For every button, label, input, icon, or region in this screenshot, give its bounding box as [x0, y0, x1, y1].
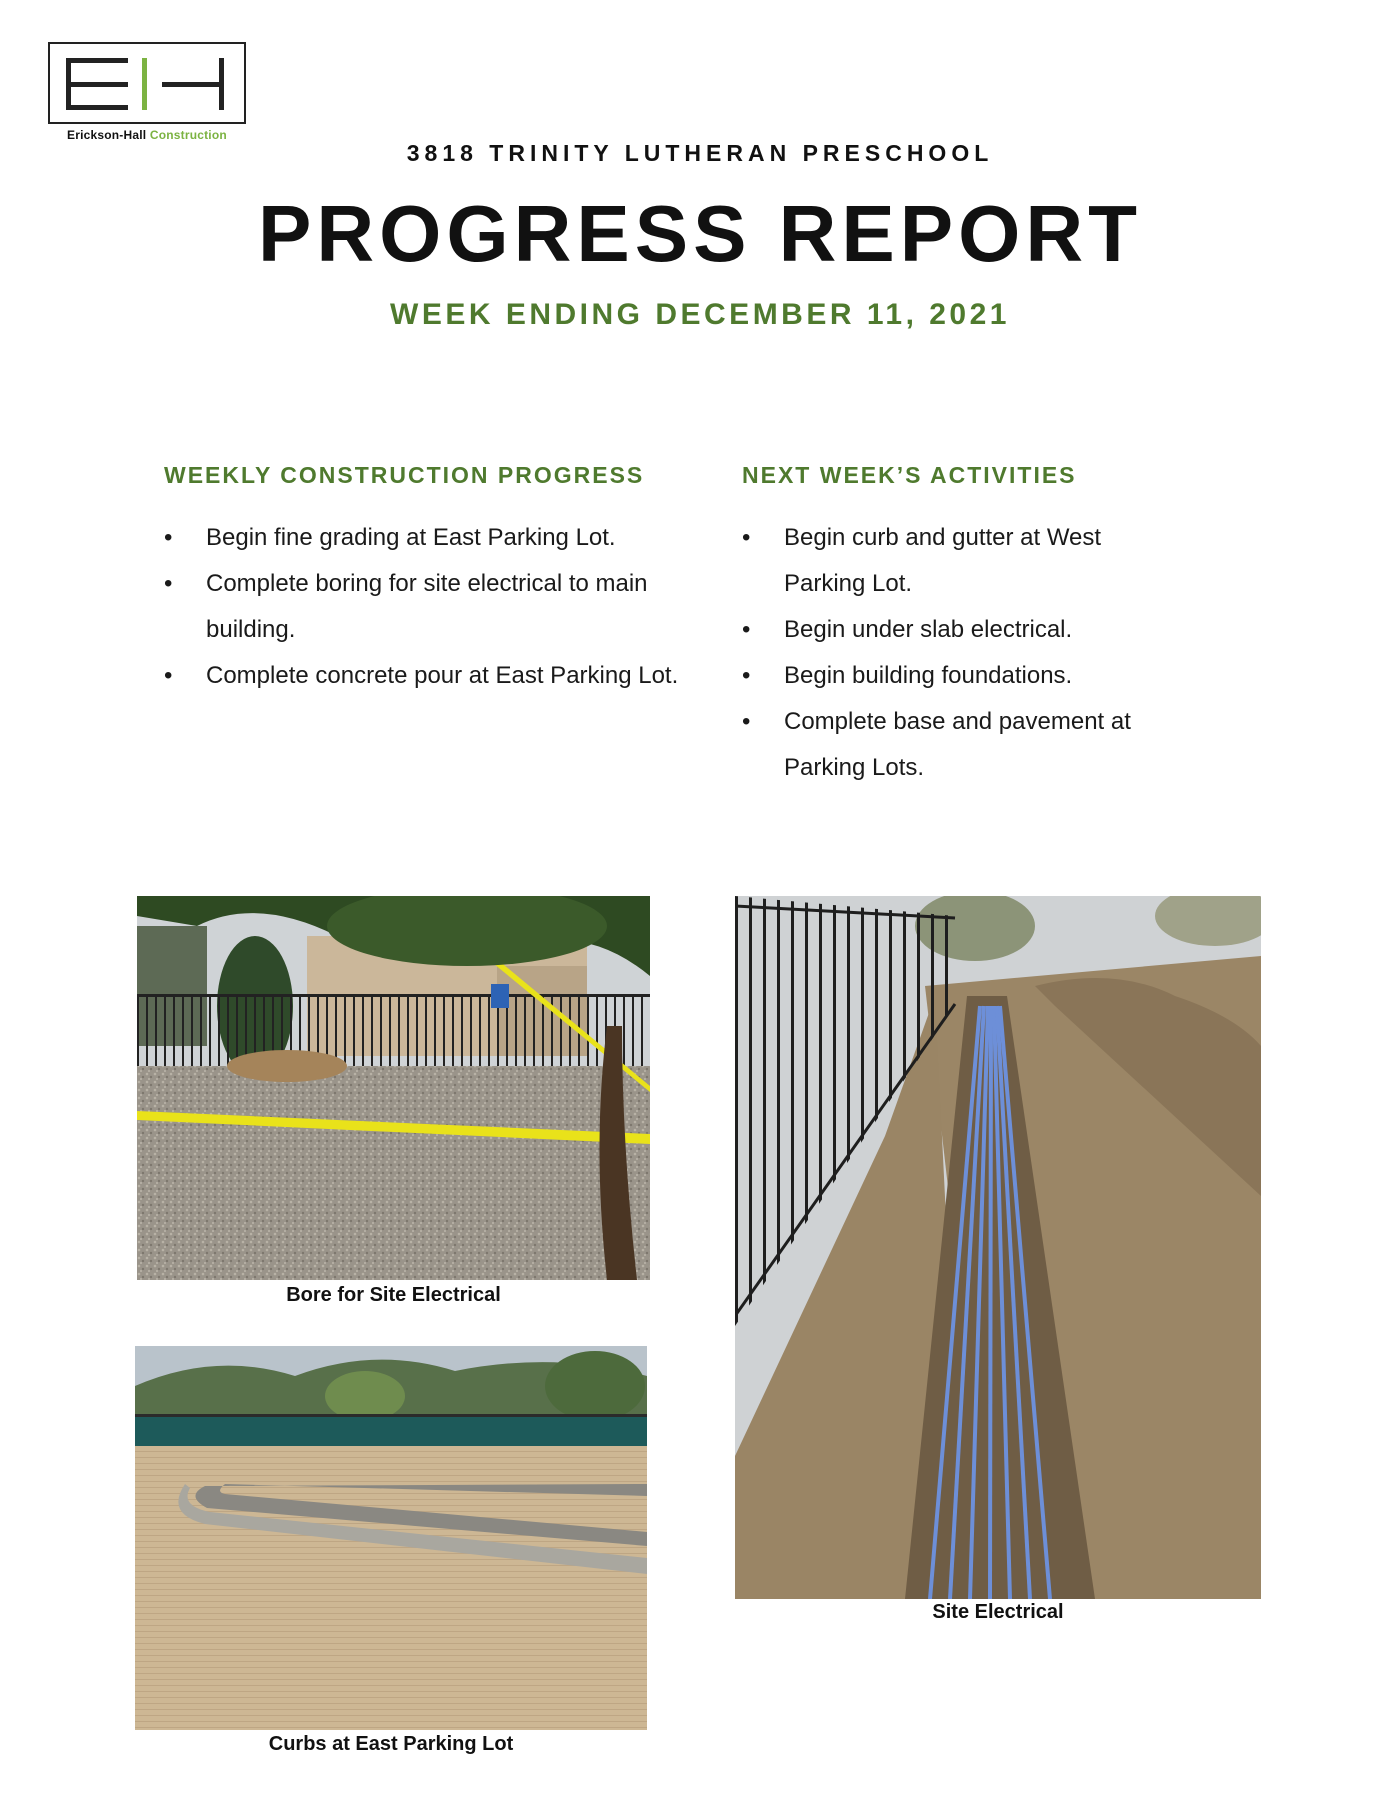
company-name-accent: Construction: [149, 128, 227, 142]
list-item: • Complete boring for site electrical to main building.: [164, 561, 684, 653]
weekly-progress-list: [164, 515, 684, 699]
photo-site-electrical-trench: [735, 896, 1261, 1599]
photo-caption: Bore for Site Electrical: [286, 1284, 501, 1306]
list-item: • Complete base and pavement at Parking Lots.: [742, 699, 1182, 791]
eh-monogram-logo-icon: [64, 54, 232, 114]
list-item: • Begin fine grading at East Parking Lot.: [164, 515, 684, 561]
next-week-list: [742, 515, 1182, 791]
list-item: • Begin under slab electrical.: [742, 607, 1182, 653]
list-item: • Begin building foundations.: [742, 653, 1182, 699]
list-item: • Begin curb and gutter at West Parking Lot.: [742, 515, 1182, 607]
photo-caption: Site Electrical: [932, 1601, 1064, 1623]
page-title: PROGRESS REPORT: [257, 189, 1143, 278]
company-logo: [48, 42, 246, 124]
list-item: • Complete concrete pour at East Parking Lot.: [164, 653, 684, 699]
weekly-progress-heading: WEEKLY CONSTRUCTION PROGRESS: [164, 462, 645, 488]
photo-curbs-east-parking: [135, 1346, 647, 1730]
photo-bore-site-electrical: [137, 896, 650, 1280]
photo-caption: Curbs at East Parking Lot: [268, 1733, 514, 1755]
week-ending-subtitle: WEEK ENDING DECEMBER 11, 2021: [390, 298, 1010, 331]
project-name: 3818 TRINITY LUTHERAN PRESCHOOL: [406, 140, 994, 166]
next-week-heading: NEXT WEEK’S ACTIVITIES: [742, 462, 1077, 488]
company-name-primary: Erickson-Hall: [67, 128, 147, 142]
